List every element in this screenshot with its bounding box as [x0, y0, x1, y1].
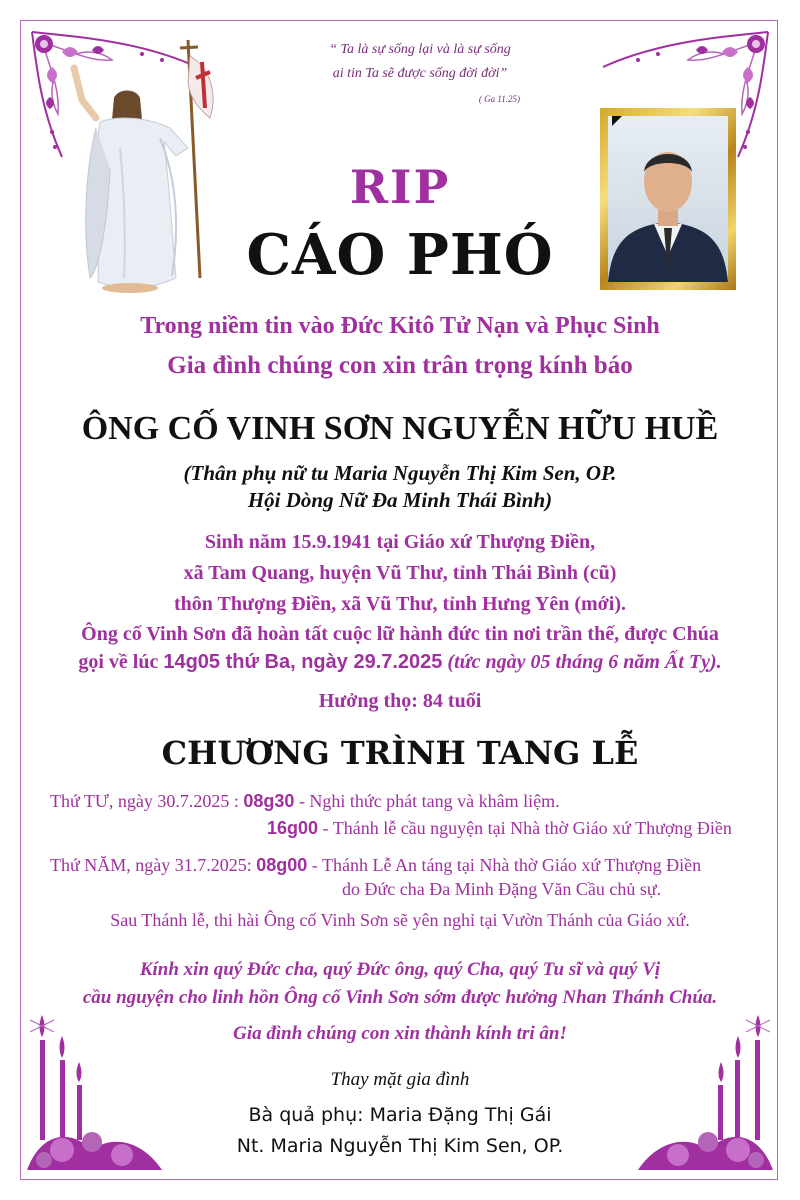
candle-icon [22, 1010, 172, 1178]
rip-heading: RIP [349, 160, 451, 214]
schedule-time: 16g00 [267, 818, 319, 838]
bio-line: Ông cố Vinh Sơn đã hoàn tất cuộc lữ hành đức tin nơi trần thế, được Chúa [81, 623, 719, 645]
schedule-event-cont: do Đức cha Đa Minh Đặng Văn Cầu chủ sự. [342, 879, 662, 899]
schedule-row [50, 791, 560, 812]
scripture-quote [280, 38, 560, 86]
portrait-photo [608, 116, 728, 282]
schedule-day: Thứ NĂM, ngày 31.7.2025: [50, 855, 252, 875]
quote-line: ai tin Ta sẽ được sống đời đời” [332, 66, 508, 81]
prayer-request: Kính xin quý Đức cha, quý Đức ông, quý Cha, quý Tu sĩ và quý Vị [139, 959, 661, 980]
prayer-request: cầu nguyện cho linh hồn Ông cố Vinh Sơn sớm được hưởng Nhan Thánh Chúa. [82, 987, 718, 1008]
relation-line: Hội Dòng Nữ Đa Minh Thái Bình) [247, 488, 553, 512]
burial-note: Sau Thánh lễ, thi hài Ông cố Vinh Sơn sẽ yên nghỉ tại Vườn Thánh của Giáo xứ. [110, 910, 690, 930]
schedule-event: - Thánh lễ cầu nguyện tại Nhà thờ Giáo xứ Thượng Điền [318, 818, 732, 838]
quote-line: “ Ta là sự sống lại và là sự sống [329, 42, 511, 57]
intro-line: Trong niềm tin vào Đức Kitô Tử Nạn và Phục Sinh [140, 313, 660, 339]
schedule-time: 08g30 [243, 791, 295, 811]
bio-line: xã Tam Quang, huyện Vũ Thư, tỉnh Thái Bình (cũ) [183, 562, 617, 584]
schedule-event: - Thánh Lễ An táng tại Nhà thờ Giáo xứ Thượng Điền [307, 855, 702, 875]
relation-line: (Thân phụ nữ tu Maria Nguyễn Thị Kim Sen, OP. [183, 461, 617, 485]
bio-line [0, 651, 800, 674]
program-heading: CHƯƠNG TRÌNH TANG LỄ [161, 734, 639, 772]
schedule-event: - Nghi thức phát tang và khâm liệm. [294, 791, 560, 811]
bio-line: thôn Thượng Điền, xã Vũ Thư, tỉnh Hưng Yên (mới). [174, 593, 626, 615]
portrait-photo [608, 116, 728, 282]
thanks-line: Gia đình chúng con xin thành kính tri ân! [233, 1023, 567, 1044]
schedule-time: 08g00 [256, 855, 308, 875]
deceased-name: ÔNG CỐ VINH SƠN NGUYỄN HỮU HUỀ [81, 410, 719, 447]
lunar-date: (tức ngày 05 tháng 6 năm Ất Tỵ). [442, 651, 722, 673]
intro-line: Gia đình chúng con xin trân trọng kính báo [167, 352, 633, 379]
schedule-row [267, 818, 732, 839]
page-title: CÁO PHÓ [246, 222, 554, 288]
signer: Nt. Maria Nguyễn Thị Kim Sen, OP. [236, 1135, 564, 1157]
schedule-row [50, 855, 701, 876]
bio-text: gọi về lúc [78, 651, 164, 673]
age-line: Hưởng thọ: 84 tuổi [318, 690, 482, 712]
signer: Bà quả phụ: Maria Đặng Thị Gái [248, 1104, 552, 1126]
death-time: 14g05 thứ Ba, ngày 29.7.2025 [163, 651, 443, 673]
schedule-day: Thứ TƯ, ngày 30.7.2025 : [50, 791, 239, 811]
portrait-frame [600, 108, 736, 290]
quote-reference: ( Ga 11.25) [478, 94, 520, 104]
on-behalf-label: Thay mặt gia đình [330, 1069, 470, 1090]
candle-icon [628, 1010, 778, 1178]
bio-line: Sinh năm 15.9.1941 tại Giáo xứ Thượng Điền, [204, 531, 596, 553]
